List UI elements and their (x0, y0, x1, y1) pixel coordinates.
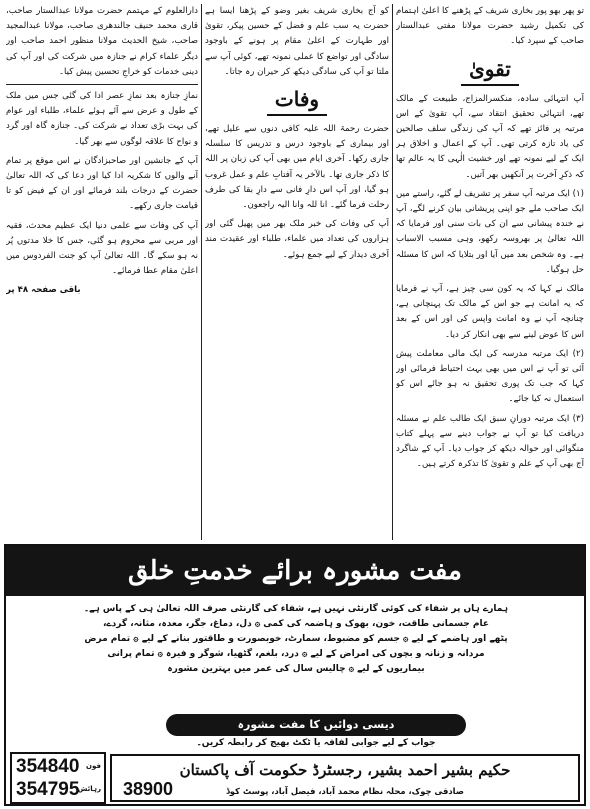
phone-label-1: فون (86, 762, 101, 770)
right-intro: تو پھر بھو پور بخاری شریف کے پڑھنے کا اعلیٰ اہتمام کی تکمیل رشید حضرت مولانا مفتی عبدالستار صاحب کے سپرد کیا۔ (396, 6, 584, 47)
left-column (6, 4, 198, 540)
ad-hakeem-name: حکیم بشیر احمد بشیر، رجسٹرڈ حکومت آف پاکستان (179, 761, 511, 779)
right-paragraph-2: (۱) ایک مرتبہ آپ سفر پر تشریف لے گئے، راستے میں ایک صاحب ملے جو اپنی پریشانی بیان کرنے لگے، آپ نے خندہ پیشانی سے ان کی بات سنی اور فرمایا کہ اللہ تعالیٰ پر بھروسہ رکھو، وہی مسبب الاسباب ہے۔ وہ شخص بعد میں آیا اور بتلایا کہ اس کا مسئلہ حل ہوگیا۔ (396, 188, 584, 275)
right-column (396, 4, 584, 540)
ad-line-5: بیماریوں کے لیے ۞ چالیس سال کی عمر میں بہترین مشورہ (167, 664, 425, 674)
advertisement-box (4, 544, 586, 806)
ad-line-4: مردانہ و زنانہ و بچوں کی امراض کے لیے ۞ درد، بلغم، گٹھیا، شوگر و فیرہ ۞ تمام پرانی (107, 649, 485, 659)
phone-number-2: 354795 (16, 779, 80, 800)
ad-banner-title: مفت مشورہ برائے خدمتِ خلق (6, 546, 584, 596)
ad-line-3: پٹھے اور ہاضمے کے لیے ۞ جسم کو مضبوط، سمارٹ، خوبصورت و طاقتور بنانے کے لیے ۞ تمام مرض (84, 634, 508, 644)
phone-number-1: 354840 (16, 756, 80, 777)
ad-body (14, 602, 578, 677)
middle-paragraph-2: آپ کی وفات کی خبر ملک بھر میں پھیل گئی اور ہزاروں کی تعداد میں علماء، طلباء اور عقیدت مند آخری دیدار کے لیے جمع ہوئے۔ (205, 219, 389, 260)
right-paragraph-3: مالک نے کہا کہ یہ کون سی چیز ہے، آپ نے فرمایا کہ یہ امانت ہے جو اس کے مالک تک پہنچانی ہے، چنانچہ آپ نے وہ امانت واپس کی اور اس کے بعد اس کا عوض لینے سے بھی انکار کر دیا۔ (396, 284, 584, 340)
heading-wafat (205, 84, 389, 116)
ad-address: صادقی چوک، محلہ نظام محمد آباد، فیصل آباد، پوسٹ کوڈ (226, 786, 464, 796)
middle-paragraph-1: حضرت رحمۃ اللہ علیہ کافی دنوں سے علیل تھے، اور بیماری کے باوجود درس و تدریس کا سلسلہ جاری رکھا۔ آخری ایام میں بھی آپ کی زبان پر اللہ کا ذکر جاری تھا۔ بالآخر یہ آفتابِ علم و عمل غروب ہو گیا، اور آپ اس دارِ فانی سے دارِ بقا کی طرف رحلت فرما گئے۔ انا للہ وانا الیہ راجعون۔ (205, 124, 389, 211)
heading-taqwa-text: تقویٰ (461, 54, 519, 86)
ad-reply-note: جواب کے لیے جوابی لفافہ یا ٹکٹ بھیج کر رابطہ کریں۔ (196, 738, 436, 748)
ad-free-consultation-pill: دیسی دوائیں کا مفت مشورہ (166, 714, 466, 736)
continued-note: باقی صفحہ ۴۸ پر (6, 285, 81, 296)
ad-line-2: عام جسمانی طاقت، خون، بھوک و ہاضمہ کی کمی ۞ دل، دماغ، جگر، معدہ، مثانہ، گردے، (102, 619, 490, 629)
heading-wafat-text: وفات (267, 84, 327, 116)
right-paragraph-5: (۳) ایک مرتبہ دورانِ سبق ایک طالب علم نے مسئلہ دریافت کیا تو آپ نے جواب دینے سے پہلے کتاب منگوائی اور حوالہ دیکھ کر جواب دیا۔ آپ کے شاگرد آج بھی آپ کے علم و تقویٰ کا تذکرہ کرتے ہیں۔ (396, 413, 584, 470)
middle-intro: کو آج بخاری شریف بغیر وضو کے پڑھنا ایسا ہے حضرت یہ سب علم و فضل کے حسین پیکر، تقویٰ اور طہارت کے اعلیٰ مقام پر ہونے کے باوجود سادگی اور تواضع کا عملی نمونہ تھے، کوئی آپ سے ملتا تو آپ کی سادگی دیکھ کر حیران رہ جاتا۔ (205, 6, 389, 77)
heading-taqwa (396, 54, 584, 86)
phone-label-2: رہائش (77, 785, 101, 793)
ad-postcode: 38900 (122, 779, 174, 799)
left-paragraph-1: دارالعلوم کے مہتمم حضرت مولانا عبدالستار صاحب، قاری محمد حنیف جالندھری صاحب، مولانا عبدالمجید صاحب، شیخ الحدیث مولانا منظور احمد صاحب اور دیگر علماء کرام نے جنازہ میں شرکت کی اور آپ کی دینی خدمات کو خراجِ تحسین پیش کیا۔ (6, 6, 198, 77)
right-paragraph-1: آپ انتہائی سادہ، منکسرالمزاج، طبیعت کے مالک تھے، انتہائی تحقیق انتقاد سے، آپ تقویٰ کے اس مرتبہ پر فائز تھے کہ آپ کی زندگی سلف صالحین کی یاد تازہ کرتی تھی۔ آپ کے اعمال و اخلاق ہر ایک کے لیے نمونہ تھے اور خشیت الٰہی کا یہ عالم تھا کہ ذکرِ آخرت پر آنکھیں بھر آتیں۔ (396, 93, 584, 180)
ad-phone-box (10, 752, 106, 804)
column-divider-left (201, 4, 202, 540)
right-paragraph-4: (۲) ایک مرتبہ مدرسہ کی ایک مالی معاملت پیش آئی تو آپ نے اس میں بھی بہت احتیاط فرمائی اور کہا کہ جب تک پوری تحقیق نہ ہو جائے اس کو استعمال نہ کیا جائے۔ (396, 348, 584, 405)
left-paragraph-2: نمازِ جنازہ بعد نمازِ عصر ادا کی گئی جس میں ملک کے طول و عرض سے آئے ہوئے علماء، طلباء اور عوام کی بہت بڑی تعداد نے شرکت کی۔ جنازہ گاہ اور گرد و نواح کا علاقہ لوگوں سے بھر گیا۔ (6, 91, 198, 147)
left-separator (6, 84, 198, 85)
ad-line-1: ہمارے ہاں پر شفاء کی کوئی گارنٹی نہیں ہے، شفاء کی گارنٹی صرف اللہ تعالیٰ ہی کے پاس ہے۔ (83, 604, 509, 614)
middle-column (205, 4, 389, 540)
column-divider-right (392, 4, 393, 540)
ad-contact-box (110, 754, 580, 802)
left-paragraph-3: آپ کے جانشین اور صاحبزادگان نے اس موقع پر تمام آنے والوں کا شکریہ ادا کیا اور دعا کی کہ اللہ تعالیٰ حضرت کے درجات بلند فرمائے اور ان کے فیض کو تا قیامت جاری رکھے۔ (6, 155, 198, 212)
left-paragraph-4: آپ کی وفات سے علمی دنیا ایک عظیم محدث، فقیہ اور مربی سے محروم ہو گئی، جس کا خلا مدتوں پُر نہ ہو سکے گا۔ اللہ تعالیٰ آپ کو جنت الفردوس میں اعلیٰ مقام عطا فرمائے۔ (6, 220, 198, 277)
